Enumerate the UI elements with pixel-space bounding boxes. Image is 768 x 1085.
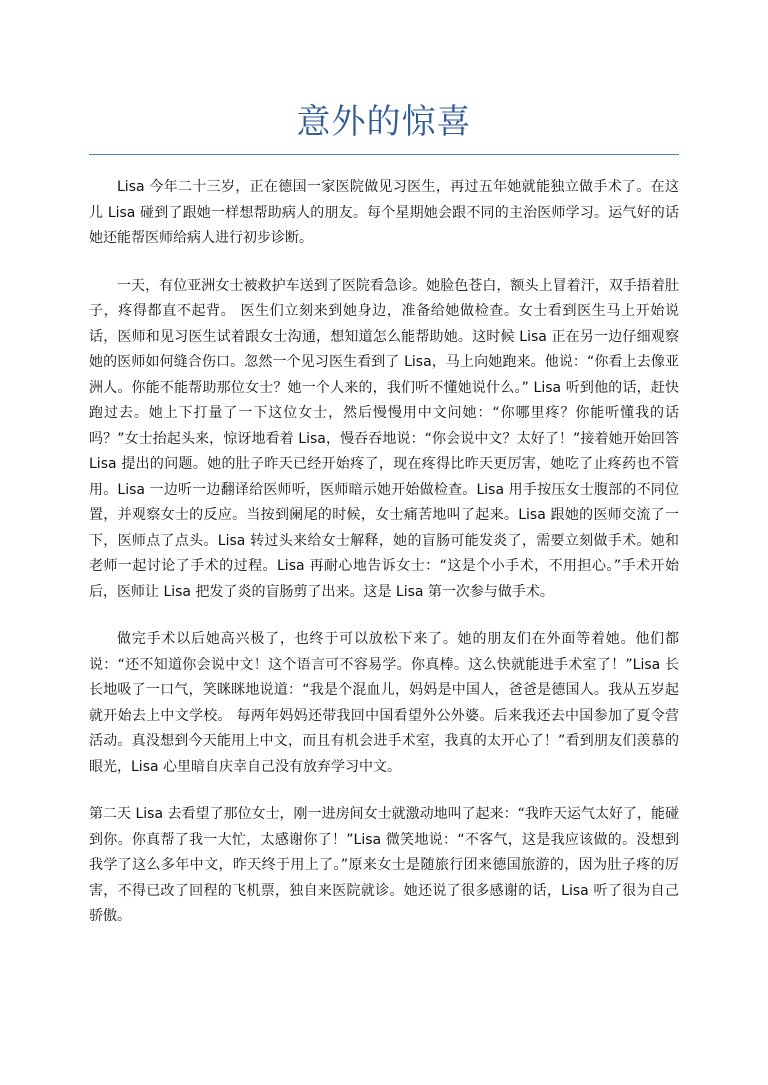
paragraph-3: 做完手术以后她高兴极了，也终于可以放松下来了。她的朋友们在外面等着她。他们都说：“还不知道你会说中文！这个语言可不容易学。你真棒。这么快就能进手术室了！”Lisa 长长地吸了一口气，笑眯眯地说道：“我是个混血儿，妈妈是中国人，爸爸是德国人。我从五岁起就开始去上中文学校。 每两年妈妈还带我回中国看望外公外婆。后来我还去中国参加了夏令营活动。真没想到今天能用上中文，而且有机会进手术室，我真的太开心了！”看到朋友们羡慕的眼光，Lisa 心里暗自庆幸自己没有放弃学习中文。 [89,631,679,775]
title-divider [89,154,679,155]
paragraph-1: Lisa 今年二十三岁，正在德国一家医院做见习医生，再过五年她就能独立做手术了。在这儿 Lisa 碰到了跟她一样想帮助病人的朋友。每个星期她会跟不同的主治医师学习。运气好的话她还能帮医师给病人进行初步诊断。 [89,179,679,246]
paragraph-2: 一天，有位亚洲女士被救护车送到了医院看急诊。她脸色苍白，额头上冒着汗，双手捂着肚子，疼得都直不起背。 医生们立刻来到她身边，准备给她做检查。女士看到医生马上开始说话，医师和见习医生试着跟女士沟通，想知道怎么能帮助她。这时候 Lisa 正在另一边仔细观察她的医师如何缝合伤口。忽然一个见习医生看到了 Lisa，马上向她跑来。他说：“你看上去像亚洲人。你能不能帮助那位女士？她一个人来的，我们听不懂她说什么。” Lisa 听到他的话，赶快跑过去。她上下打量了一下这位女士，然后慢慢用中文问她：“你哪里疼？你能听懂我的话吗？”女士抬起头来，惊讶地看着 Lisa，慢吞吞地说：“你会说中文？太好了！”接着她开始回答 Lisa 提出的问题。她的肚子昨天已经开始疼了，现在疼得比昨天更厉害，她吃了止疼药也不管用。Lisa 一边听一边翻译给医师听，医师暗示她开始做检查。Lisa 用手按压女士腹部的不同位置，并观察女士的反应。当按到阑尾的时候，女士痛苦地叫了起来。Lisa 跟她的医师交流了一下，医师点了点头。Lisa 转过头来给女士解释，她的盲肠可能发炎了，需要立刻做手术。她和老师一起讨论了手术的过程。Lisa 再耐心地告诉女士：“这是个小手术，不用担心。”手术开始后，医师让 Lisa 把发了炎的盲肠剪了出来。这是 Lisa 第一次参与做手术。 [89,277,679,600]
document-body [89,175,679,930]
document-page [89,0,679,952]
document-title: 意外的惊喜 [296,102,472,142]
paragraph-4: 第二天 Lisa 去看望了那位女士，刚一进房间女士就激动地叫了起来：“我昨天运气太好了，能碰到你。你真帮了我一大忙，太感谢你了！”Lisa 微笑地说：“不客气，这是我应该做的。没想到我学了这么多年中文，昨天终于用上了。”原来女士是随旅行团来德国旅游的，因为肚子疼的厉害，不得已改了回程的飞机票，独自来医院就诊。她还说了很多感谢的话，Lisa 听了很为自己骄傲。 [89,806,679,924]
